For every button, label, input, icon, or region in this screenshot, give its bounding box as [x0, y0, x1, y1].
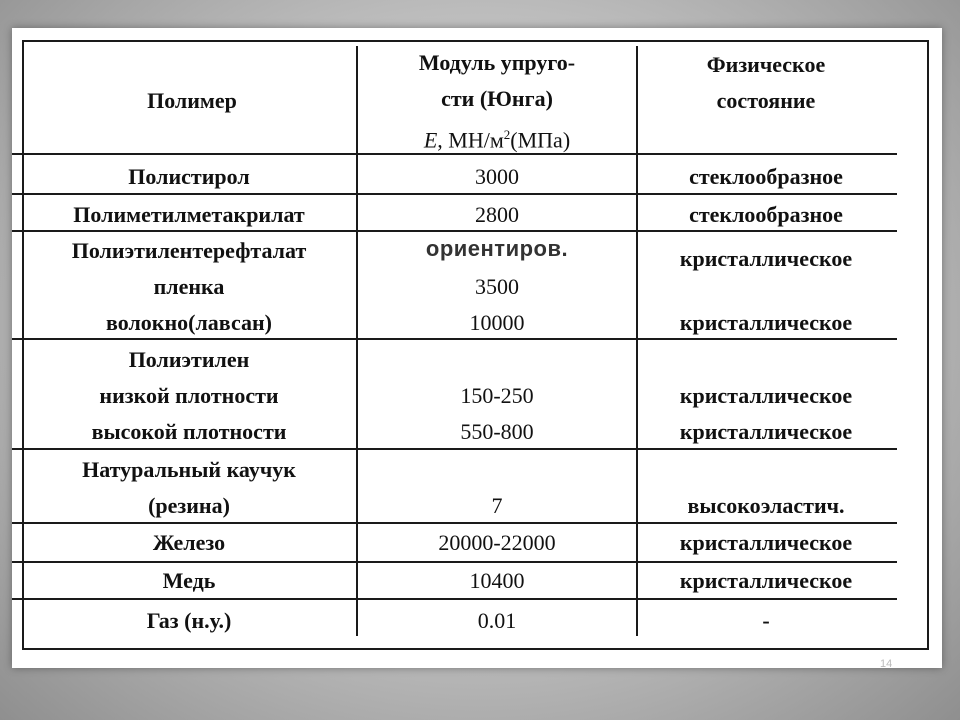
table-row-polyethylene-modulus-line2: 150-250	[460, 383, 534, 408]
table-row-polyethylene-modulus-line3: 550-800	[460, 419, 534, 444]
table-row-pet-modulus-line1: ориентиров.	[425, 236, 569, 261]
table-row-polystyrene-polymer: Полистирол	[128, 164, 250, 189]
table-row-pet-polymer-line2: пленка	[153, 274, 225, 299]
table-row-pet-state-line3: кристаллическое	[679, 310, 853, 335]
header-modulus-unit-mpa: (МПа)	[510, 127, 571, 153]
header-state-line1: Физическое	[706, 52, 826, 77]
table-row-pet-modulus-line2: 3500	[475, 274, 519, 299]
header-polymer: Полимер	[147, 88, 237, 113]
table-row-pmma-polymer: Полиметилметакрилат	[73, 202, 305, 227]
table-row-polyethylene-state-line2: кристаллическое	[679, 383, 853, 408]
table-row-copper-state: кристаллическое	[679, 568, 853, 593]
table-row-iron-polymer: Железо	[152, 530, 226, 555]
table-row-polyethylene-state-line3: кристаллическое	[679, 419, 853, 444]
header-modulus-line3	[358, 120, 636, 155]
table-row-iron-state: кристаллическое	[679, 530, 853, 555]
table-row-polyethylene-polymer-line3: высокой плотности	[91, 419, 287, 444]
table-row-gas-state: -	[762, 608, 770, 633]
table-row-pet-polymer-line3: волокно(лавсан)	[106, 310, 272, 335]
slide	[12, 28, 942, 668]
page-number: 14	[880, 658, 893, 670]
table-row-rubber-modulus: 7	[491, 493, 503, 518]
table-row-pet-polymer-line1: Полиэтилентерефталат	[71, 238, 307, 263]
table-row-rubber-polymer-line2: (резина)	[148, 493, 230, 518]
table-row-gas-polymer: Газ (н.у.)	[146, 608, 232, 633]
header-state-line2: состояние	[716, 88, 816, 113]
header-modulus-line2: сти (Юнга)	[441, 86, 553, 111]
row-divider-7	[12, 598, 897, 600]
header-modulus-line1: Модуль упруго-	[418, 50, 576, 75]
table-row-polystyrene-modulus: 3000	[475, 164, 519, 189]
header-modulus-superscript: 2	[503, 127, 511, 142]
table-row-pmma-modulus: 2800	[475, 202, 519, 227]
table-row-iron-modulus: 20000-22000	[438, 530, 556, 555]
table-row-polyethylene-polymer-line1: Полиэтилен	[128, 347, 250, 372]
table-row-rubber-polymer-line1: Натуральный каучук	[82, 457, 296, 482]
header-modulus-variable: E	[423, 127, 438, 153]
table-row-gas-modulus: 0.01	[477, 608, 517, 633]
table-row-rubber-state: высокоэластич.	[687, 493, 845, 518]
table-row-pmma-state: стеклообразное	[689, 202, 843, 227]
table-row-pet-modulus-line3: 10000	[469, 310, 525, 335]
table-row-polystyrene-state: стеклообразное	[689, 164, 843, 189]
table-row-pet-state-line1: кристаллическое	[679, 246, 853, 271]
table-row-copper-modulus: 10400	[469, 568, 525, 593]
table-row-copper-polymer: Медь	[162, 568, 216, 593]
table-row-polyethylene-polymer-line2: низкой плотности	[99, 383, 279, 408]
header-modulus-unit: , МН/м	[437, 127, 504, 153]
